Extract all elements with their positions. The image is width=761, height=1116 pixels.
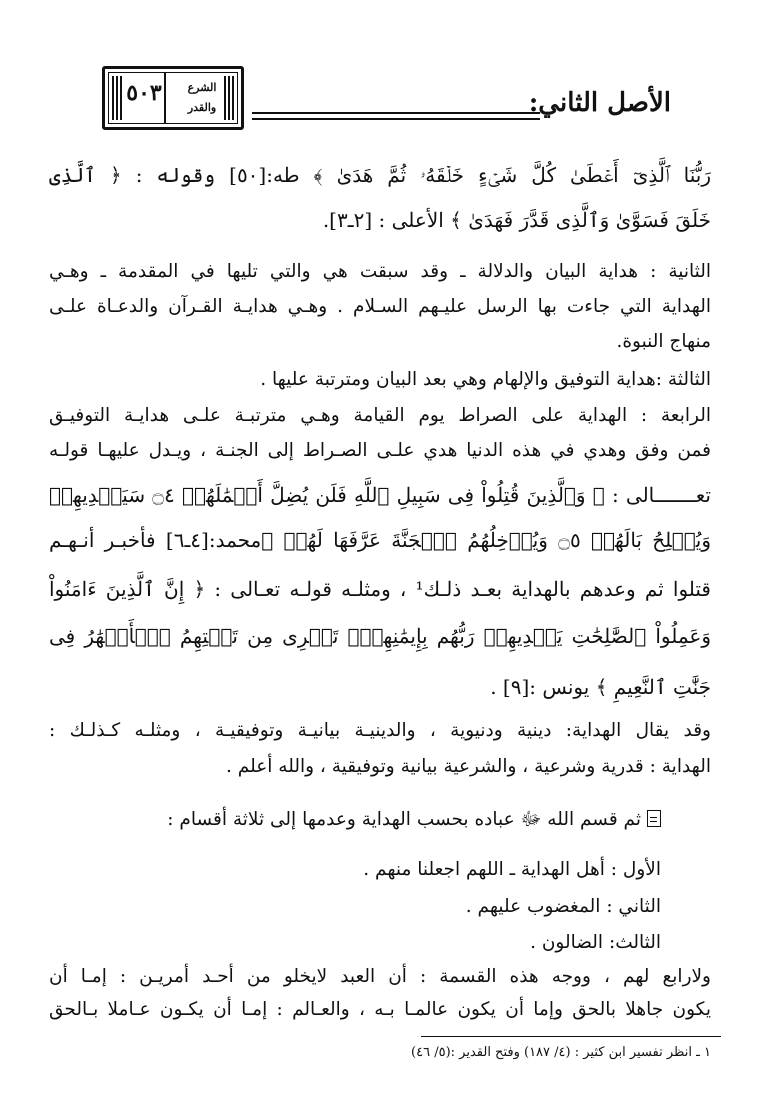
text-line: وقد يقال الهداية: دينية ودنيوية ، والدينيـة بيانيـة وتوفيقيـة ، ومثلـه كـذلـك : xyxy=(49,720,711,741)
text-line: ثم قسم الله ﷻ عباده بحسب الهداية وعدمها إلى ثلاثة أقسام : xyxy=(167,809,641,830)
text-line: وَيُصۡلِحُ بَالَهُمۡ ۝٥ وَيُدۡخِلُهُمُ ٱلۡجَنَّةَ عَرَّفَهَا لَهُمۡ ﴾محمد:[٤ـ٦] فأخبـر أنـهـم xyxy=(49,528,712,552)
text-line: الثانية : هداية البيان والدلالة ـ وقد سبقت هي والتي تليها في المقدمة ـ وهـي xyxy=(49,261,711,282)
text-line: الثاني : المغضوب عليهم . xyxy=(465,896,661,917)
text-line: رَبُّنَا ٱلَّذِىٓ أَعۡطَىٰ كُلَّ شَىۡءٍ خَلۡقَهُۥ ثُمَّ هَدَىٰ ﴾ طه:[٥٠] وقوله : ﴿ ٱلَّذِى xyxy=(49,163,711,187)
text-line: تعـــــــالى : ﴿ وَٱلَّذِينَ قُتِلُواْ فِى سَبِيلِ ٱللَّهِ فَلَن يُضِلَّ أَعۡمَٰلَهُمۡ ۝٤ سَيَهۡدِيهِمۡ xyxy=(49,483,712,507)
header-rule xyxy=(252,112,540,114)
text-line-with-icon xyxy=(49,805,661,835)
footnote-rule xyxy=(421,1036,721,1037)
text-line: الهداية التي جاءت بها الرسل عليـهم السـلام . وهـي هدايـة القـرآن والدعـاة علـى xyxy=(49,296,711,317)
page-badge xyxy=(102,66,244,130)
text-line: فمن وفق وهدي في هذه الدنيا هدي علـى الصـراط إلى الجنـة ، ويـدل عليهـا قولـه xyxy=(49,440,711,461)
text-line: جَنَّٰتِ ٱلنَّعِيمِ ﴾ يونس :[٩] . xyxy=(490,675,711,699)
badge-word: الشرع xyxy=(187,81,217,94)
header-rule xyxy=(252,118,540,120)
book-spine-left xyxy=(112,76,122,120)
text-line: ولارابع لهم ، ووجه هذه القسمة : أن العبد لايخلو من أحـد أمريـن : إمـا أن xyxy=(49,966,711,987)
footnote: ١ ـ انظر تفسير ابن كثير : (٤/ ١٨٧) وفتح القدير :(٥/ ٤٦) xyxy=(411,1045,711,1060)
document-icon xyxy=(647,810,661,827)
text-line: الثالثة :هداية التوفيق والإلهام وهي بعد البيان ومترتبة عليها . xyxy=(260,369,711,390)
text-line: وَعَمِلُواْ ٱلصَّٰلِحَٰتِ يَهۡدِيهِمۡ رَبُّهُم بِإِيمَٰنِهِمۡۖ تَجۡرِى مِن تَحۡتِهِمُ ٱلۡأَنۡهَٰرُ فِى xyxy=(49,624,711,648)
text-line: منهاج النبوة. xyxy=(616,331,711,352)
text-line: قتلوا ثم وعدهم بالهداية بعـد ذلـك¹ ، ومثلـه قولـه تعـالى : ﴿ إِنَّ ٱلَّذِينَ ءَامَنُواْ xyxy=(49,577,711,601)
badge-word: والقدر xyxy=(187,101,217,114)
text-line: الهداية : قدرية وشرعية ، والشرعية بيانية وتوفيقية ، والله أعلم . xyxy=(226,756,711,777)
badge-words xyxy=(180,78,224,118)
chapter-title: الأصل الثاني: xyxy=(528,88,671,118)
text-line: يكون جاهلا بالحق وإما أن يكون عالمـا بـه ، والعـالم : إمـا أن يكـون عـاملا بـالحق xyxy=(49,999,711,1020)
text-line: الأول : أهل الهداية ـ اللهم اجعلنا منهم . xyxy=(363,859,661,880)
badge-separator xyxy=(164,72,166,124)
page-number: ٥٠٣ xyxy=(126,80,162,106)
text-line: الرابعة : الهداية على الصراط يوم القيامة وهـي مترتبـة علـى هدايـة التوفيـق xyxy=(49,405,711,426)
text-line: الثالث: الضالون . xyxy=(530,932,661,953)
text-line: خَلَقَ فَسَوَّىٰ وَٱلَّذِى قَدَّرَ فَهَدَىٰ ﴾ الأعلى : [٢ـ٣]. xyxy=(322,208,711,232)
book-spine-right xyxy=(224,76,234,120)
